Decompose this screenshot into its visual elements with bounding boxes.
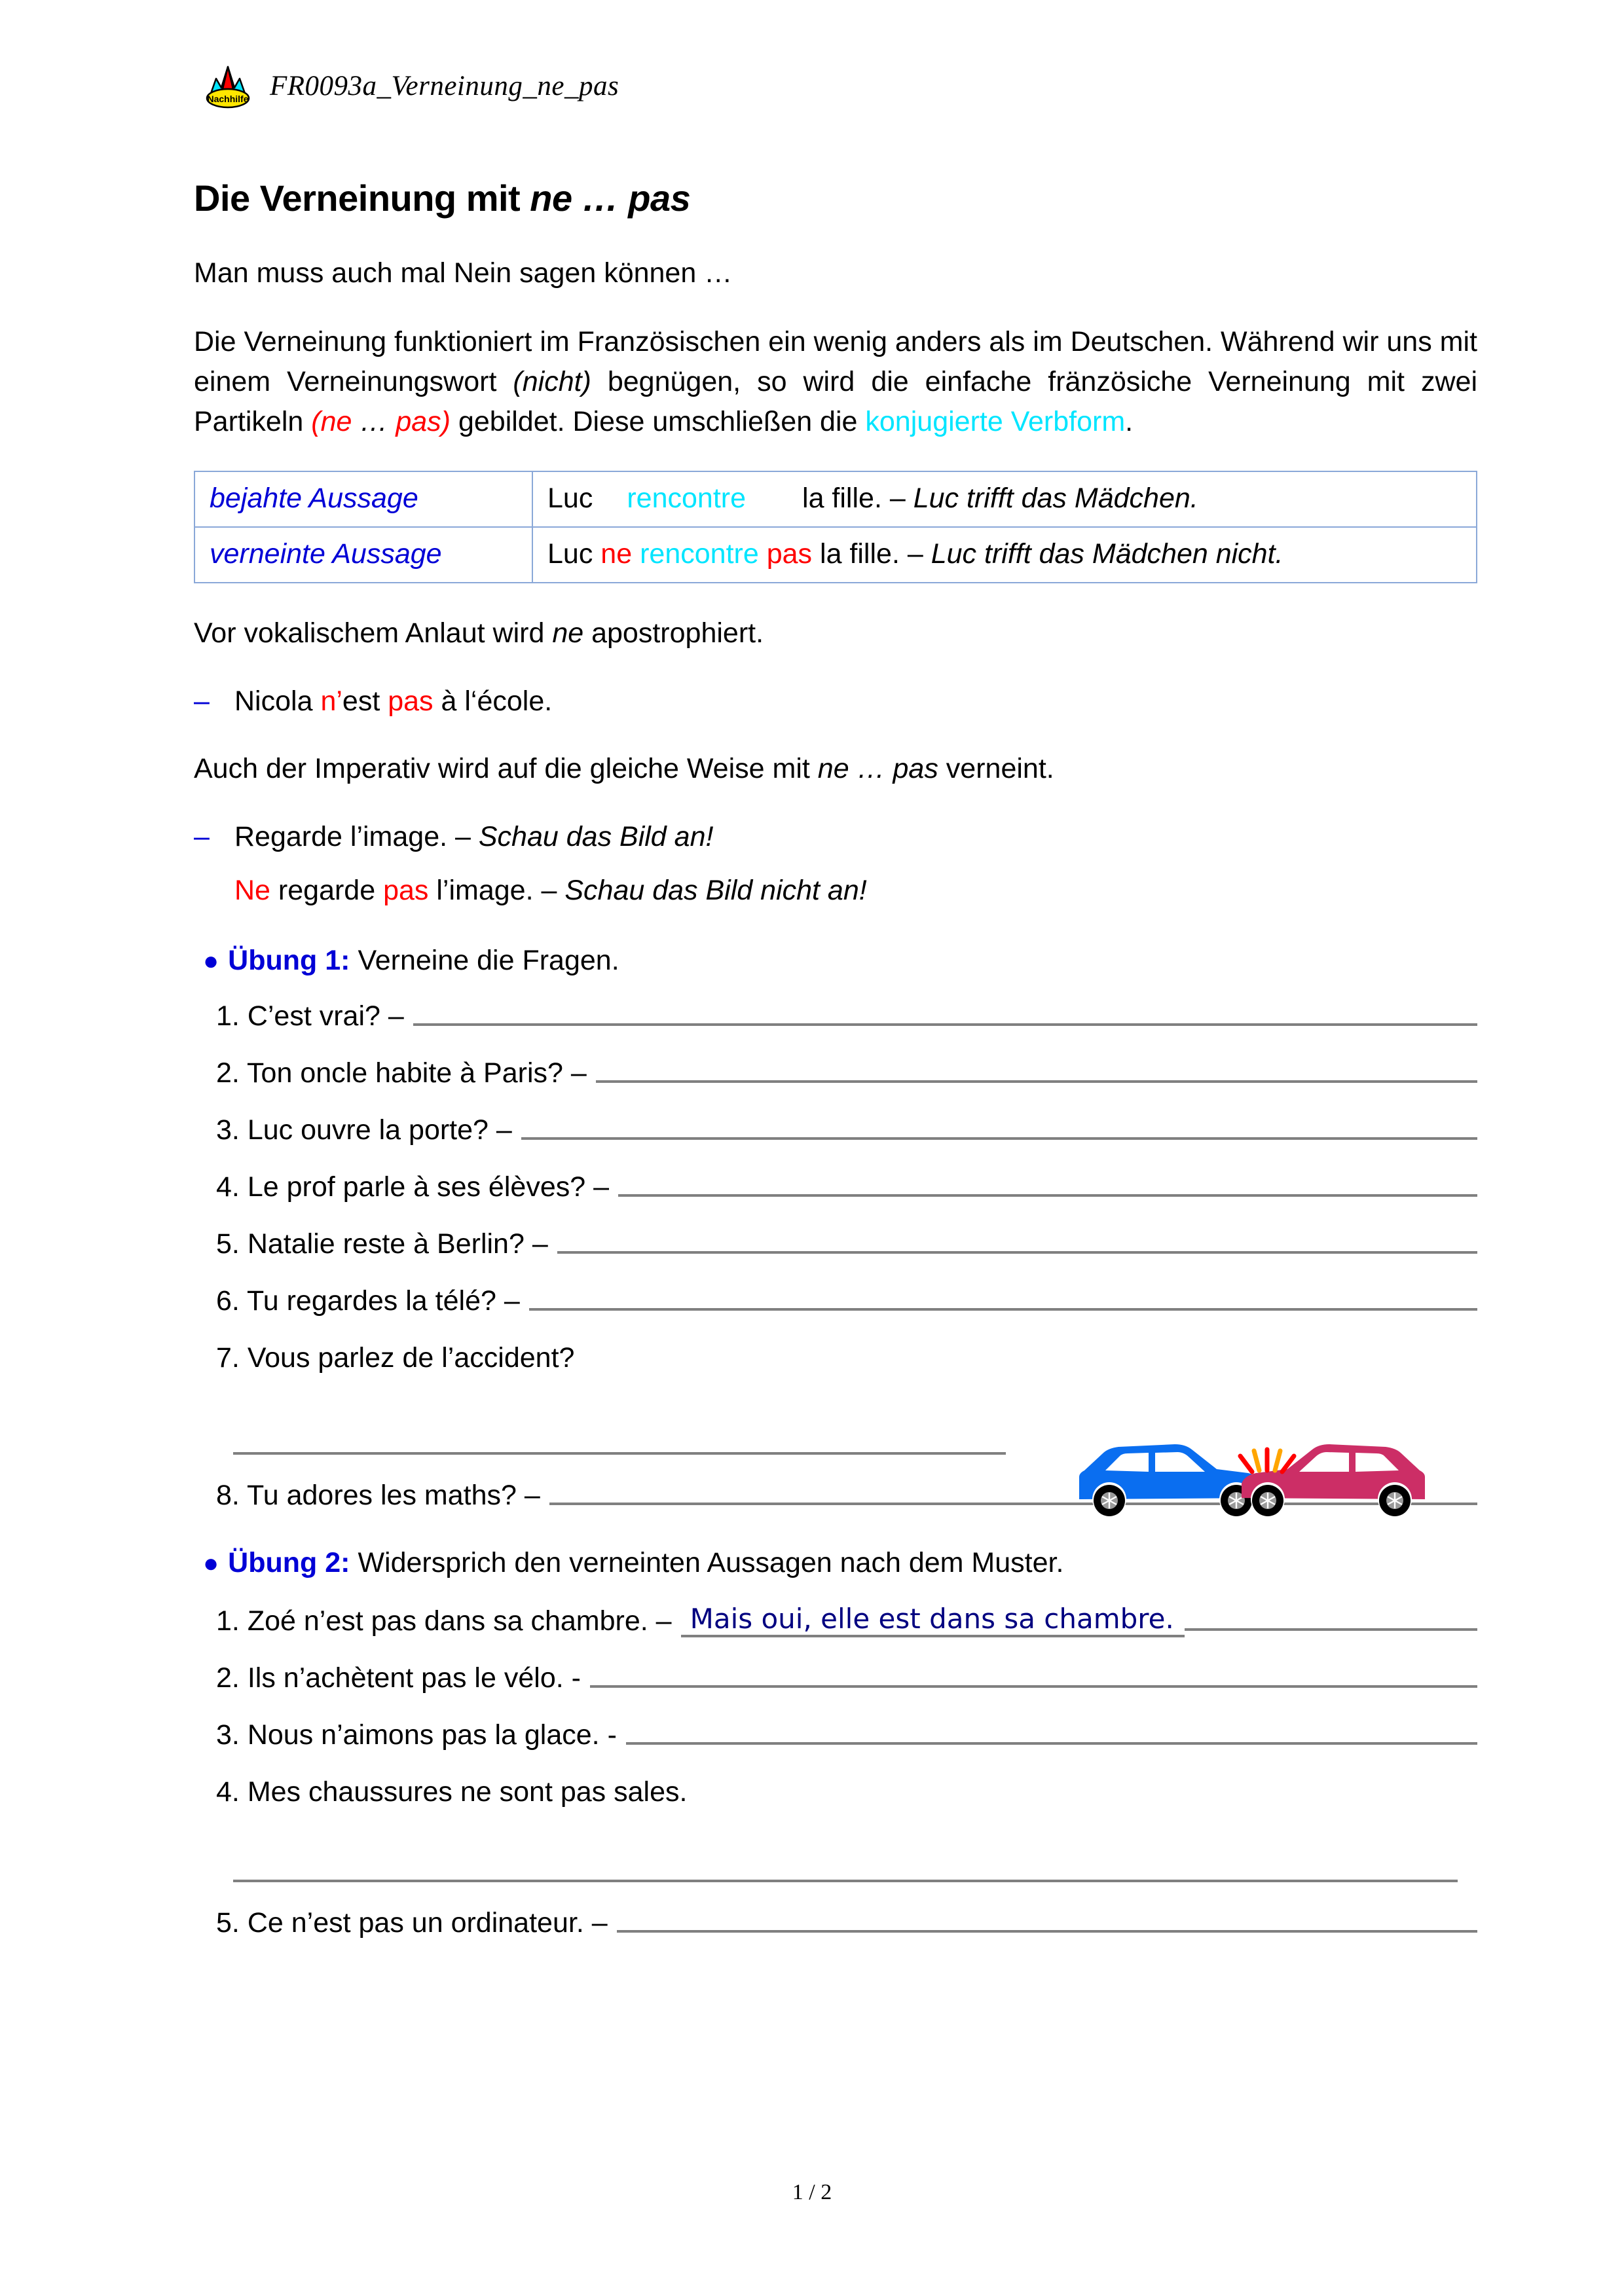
exercise-1-heading bbox=[194, 945, 1477, 977]
item-body: Tu adores les maths? – bbox=[247, 1480, 540, 1512]
item-number: 4. bbox=[216, 1776, 240, 1808]
row-sentence-affirmative bbox=[532, 471, 1477, 527]
answer-line[interactable] bbox=[233, 1879, 1458, 1882]
list-item[interactable] bbox=[194, 1342, 1477, 1374]
svg-text:Nachhilfe: Nachhilfe bbox=[207, 94, 249, 104]
item-number: 6. bbox=[216, 1285, 240, 1317]
rule-before: Vor vokalischem Anlaut wird bbox=[194, 617, 553, 649]
document-body bbox=[194, 177, 1477, 1964]
item-body: Le prof parle à ses élèves? – bbox=[247, 1171, 610, 1203]
bullet-icon: ● bbox=[203, 947, 219, 976]
sentence-rest: la fille. – bbox=[820, 538, 931, 570]
nachhilfe-logo-icon bbox=[203, 63, 253, 109]
row-label-negative: verneinte Aussage bbox=[194, 527, 532, 583]
answer-line[interactable] bbox=[521, 1137, 1477, 1140]
item-number: 1. bbox=[216, 1000, 240, 1032]
answer-line[interactable] bbox=[617, 1929, 1477, 1933]
imp-after: verneint. bbox=[938, 753, 1054, 785]
question-text bbox=[216, 1114, 521, 1146]
item-number: 8. bbox=[216, 1480, 240, 1512]
list-item[interactable] bbox=[194, 1171, 1477, 1203]
imp-neg-pas: pas bbox=[383, 875, 429, 907]
item-number: 4. bbox=[216, 1171, 240, 1203]
item-number: 3. bbox=[216, 1719, 240, 1751]
example-p2: est bbox=[342, 685, 388, 718]
page-number: 1 / 2 bbox=[792, 2180, 832, 2204]
imperative-negative-example bbox=[194, 871, 1477, 909]
intro-pas: pas bbox=[396, 406, 441, 438]
translation: Luc trifft das Mädchen nicht. bbox=[931, 538, 1283, 570]
imperative-positive-example bbox=[194, 818, 1477, 856]
intro-paragraph bbox=[194, 322, 1477, 442]
question-text bbox=[216, 1000, 413, 1032]
answer-line[interactable] bbox=[626, 1741, 1477, 1745]
list-item[interactable] bbox=[194, 1776, 1477, 1808]
subject: Luc bbox=[547, 483, 593, 515]
imp-neg-ne: Ne bbox=[234, 875, 270, 907]
ne-particle: ne bbox=[600, 538, 633, 570]
answer-line-wrapper[interactable] bbox=[194, 1879, 1477, 1882]
bullet-icon: ● bbox=[203, 1549, 219, 1578]
item-number: 1. bbox=[216, 1605, 240, 1637]
list-item[interactable] bbox=[194, 1114, 1477, 1146]
apostrophe-rule-text bbox=[194, 613, 1477, 653]
impact-burst-icon bbox=[1240, 1449, 1294, 1472]
blue-car-icon bbox=[1079, 1444, 1263, 1516]
imperative-rule-text bbox=[194, 749, 1477, 789]
list-item[interactable] bbox=[194, 1000, 1477, 1032]
item-body: C’est vrai? – bbox=[247, 1000, 404, 1032]
item-body: Vous parlez de l’accident? bbox=[247, 1342, 575, 1374]
item-body: Ils n’achètent pas le vélo. - bbox=[247, 1662, 581, 1694]
answer-line[interactable] bbox=[618, 1194, 1477, 1197]
question-text bbox=[216, 1662, 590, 1694]
table-row bbox=[194, 471, 1477, 527]
list-item[interactable] bbox=[194, 1662, 1477, 1694]
imp-neg-rest: l’image. – bbox=[428, 875, 565, 907]
translation: Luc trifft das Mädchen. bbox=[913, 483, 1198, 515]
question-text bbox=[216, 1228, 557, 1260]
dash-bullet-icon: – bbox=[194, 821, 210, 853]
answer-line[interactable] bbox=[557, 1250, 1477, 1254]
row-label-affirmative: bejahte Aussage bbox=[194, 471, 532, 527]
subject: Luc bbox=[547, 538, 593, 570]
question-text bbox=[216, 1171, 618, 1203]
item-number: 2. bbox=[216, 1662, 240, 1694]
question-text bbox=[216, 1776, 687, 1808]
intro-p3: gebildet. Diese umschließen die bbox=[451, 406, 866, 438]
answer-line[interactable] bbox=[529, 1307, 1477, 1311]
page-title bbox=[194, 177, 1477, 219]
row-sentence-negative bbox=[532, 527, 1477, 583]
handwritten-answer[interactable]: Mais oui, elle est dans sa chambre. bbox=[681, 1603, 1185, 1637]
verb: rencontre bbox=[627, 483, 747, 515]
list-item[interactable] bbox=[194, 1907, 1477, 1939]
intro-verbform: konjugierte Verbform bbox=[865, 406, 1126, 438]
list-item[interactable] bbox=[194, 1057, 1477, 1089]
question-text bbox=[216, 1057, 596, 1089]
item-number: 2. bbox=[216, 1057, 240, 1089]
question-text bbox=[216, 1480, 549, 1512]
list-item[interactable] bbox=[194, 1228, 1477, 1260]
answer-line[interactable] bbox=[590, 1685, 1477, 1688]
question-text bbox=[216, 1342, 574, 1374]
intro-open-paren: ( bbox=[311, 406, 321, 438]
imp-before: Auch der Imperativ wird auf die gleiche Weise mit bbox=[194, 753, 818, 785]
example-ne: n’ bbox=[320, 685, 342, 718]
example-p3: à l‘école. bbox=[433, 685, 553, 718]
item-body: Mes chaussures ne sont pas sales. bbox=[247, 1776, 688, 1808]
pas-particle: pas bbox=[766, 538, 813, 570]
question-text bbox=[216, 1719, 626, 1751]
table-row bbox=[194, 527, 1477, 583]
intro-ne: ne bbox=[320, 406, 352, 438]
exercise-1-label: Übung 1: bbox=[228, 945, 350, 977]
question-text bbox=[216, 1907, 617, 1939]
intro-nicht: (nicht) bbox=[513, 366, 591, 398]
question-text bbox=[216, 1285, 529, 1317]
apostrophe-example bbox=[194, 682, 1477, 720]
item-number: 3. bbox=[216, 1114, 240, 1146]
intro-lead: Man muss auch mal Nein sagen können … bbox=[194, 257, 733, 289]
intro-ellipsis: … bbox=[352, 406, 396, 438]
item-number: 5. bbox=[216, 1228, 240, 1260]
dash-bullet-icon: – bbox=[194, 685, 210, 718]
item-body: Nous n’aimons pas la glace. - bbox=[247, 1719, 617, 1751]
title-italic: ne … pas bbox=[530, 177, 691, 219]
imp-ne-pas: ne … pas bbox=[817, 753, 938, 785]
rule-ne: ne bbox=[552, 617, 584, 649]
imp-neg-german: Schau das Bild nicht an! bbox=[564, 875, 867, 907]
answer-line[interactable] bbox=[596, 1080, 1477, 1083]
page-header bbox=[203, 63, 619, 109]
item-body: Ton oncle habite à Paris? – bbox=[247, 1057, 587, 1089]
examples-table bbox=[194, 471, 1477, 583]
list-item[interactable] bbox=[194, 1603, 1477, 1637]
question-text bbox=[216, 1605, 681, 1637]
verb: rencontre bbox=[640, 538, 759, 570]
example-pas: pas bbox=[388, 685, 434, 718]
item-number: 7. bbox=[216, 1342, 240, 1374]
list-item[interactable] bbox=[194, 1285, 1477, 1317]
exercise-2-label: Übung 2: bbox=[228, 1547, 350, 1579]
document-code: FR0093a_Verneinung_ne_pas bbox=[270, 70, 619, 101]
answer-line[interactable] bbox=[413, 1023, 1477, 1026]
sentence-rest: la fille. – bbox=[802, 483, 913, 515]
example-p1: Nicola bbox=[234, 685, 321, 718]
exercise-2-instruction: Widersprich den verneinten Aussagen nach dem Muster. bbox=[358, 1547, 1064, 1579]
page-footer bbox=[0, 2180, 1624, 2205]
exercise-1-instruction: Verneine die Fragen. bbox=[358, 945, 619, 977]
title-plain: Die Verneinung mit bbox=[194, 177, 530, 219]
rule-after: apostrophiert. bbox=[583, 617, 764, 649]
answer-line[interactable] bbox=[233, 1451, 1006, 1455]
item-body: Natalie reste à Berlin? – bbox=[247, 1228, 548, 1260]
car-crash-illustration bbox=[1056, 1421, 1449, 1525]
intro-p1: Die Verneinung funktioniert im Französischen ein wenig anders als im Deutschen. Während wir uns mit einem Verneinungswort bbox=[194, 326, 1477, 398]
intro-p2: begnügen, so wird die einfache fränzösiche Verneinung mit zwei Partikeln bbox=[194, 366, 1478, 438]
item-body: Tu regardes la télé? – bbox=[247, 1285, 520, 1317]
imp-pos-french: Regarde l’image. – bbox=[234, 821, 479, 853]
answer-line[interactable] bbox=[1185, 1628, 1477, 1631]
exercise-2-heading bbox=[194, 1547, 1477, 1579]
imp-neg-mid: regarde bbox=[270, 875, 384, 907]
item-body: Luc ouvre la porte? – bbox=[247, 1114, 512, 1146]
imp-pos-german: Schau das Bild an! bbox=[478, 821, 714, 853]
item-body: Zoé n’est pas dans sa chambre. – bbox=[247, 1605, 672, 1637]
intro-close-paren: ) bbox=[441, 406, 451, 438]
item-number: 5. bbox=[216, 1907, 240, 1939]
item-body: Ce n’est pas un ordinateur. – bbox=[247, 1907, 608, 1939]
list-item[interactable] bbox=[194, 1719, 1477, 1751]
intro-p4: . bbox=[1125, 406, 1134, 438]
